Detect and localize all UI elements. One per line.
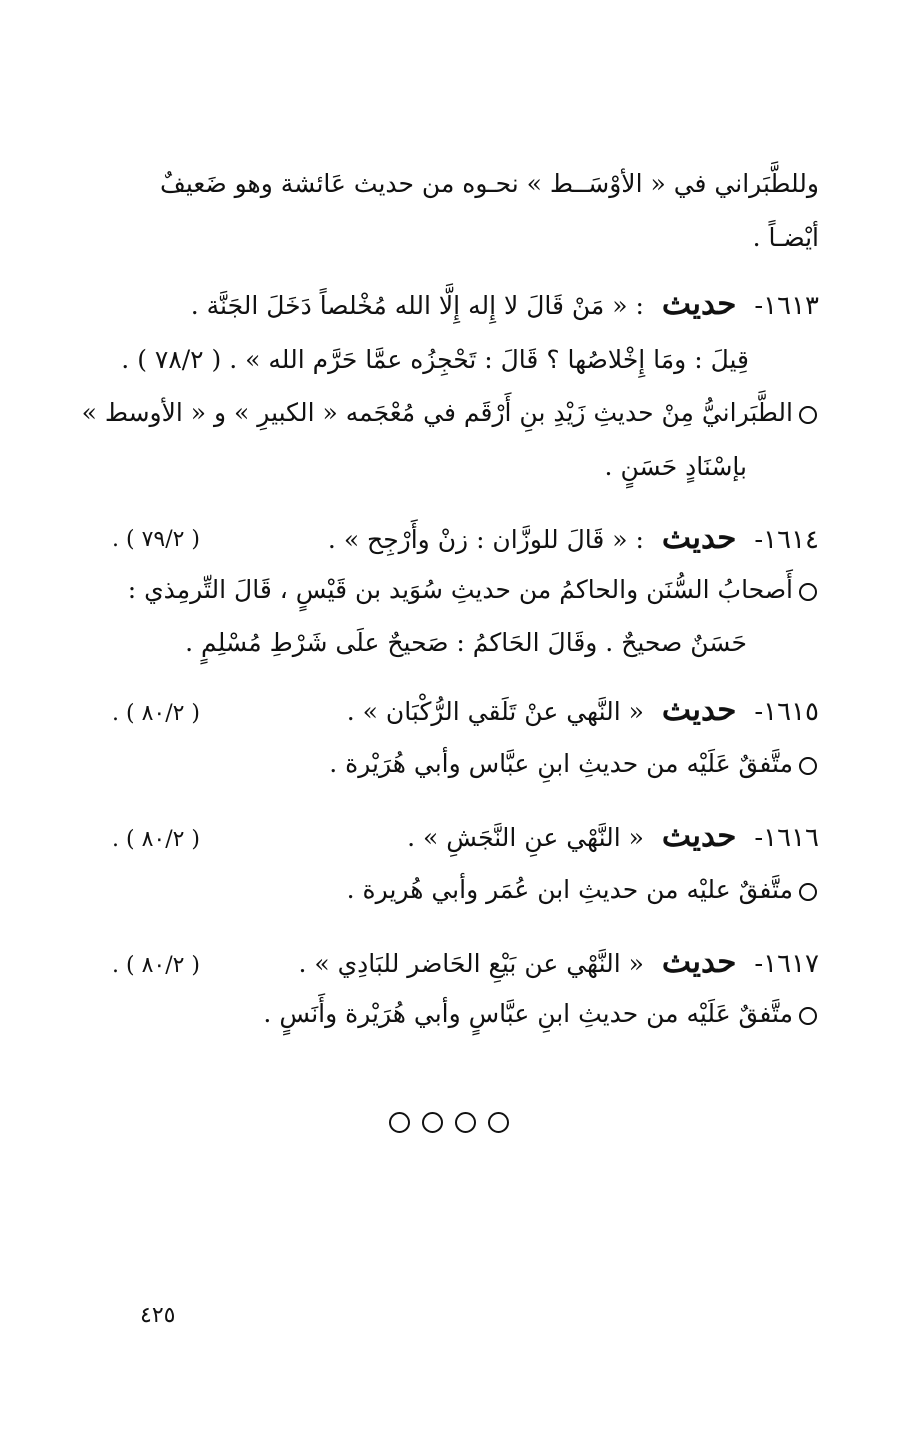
entry-1614-source-1 (128, 572, 817, 608)
entry-1616-header (407, 818, 819, 856)
entry-1614-ref: ( ٧٩/٢ ) . (112, 527, 201, 552)
source-text: متَّفقٌ عَلَيْه من حديثِ ابنِ عبَّاس وأبي هُرَيْرة . (329, 749, 793, 778)
entry-1615-header (347, 692, 819, 730)
entry-1617-ref: ( ٨٠/٢ ) . (112, 953, 201, 978)
entry-1616-ref: ( ٨٠/٢ ) . (112, 827, 201, 852)
entry-text: قِيلَ : ومَا إِخْلاصُها ؟ قَالَ : تَحْجِزُه عمَّا حَرَّم الله » . (229, 345, 749, 374)
entry-text: : « قَالَ للوزَّان : زنْ وأَرْجِح » . (327, 525, 644, 554)
entry-1616-source-1 (347, 872, 817, 908)
separator-circle-icon (488, 1112, 509, 1133)
source-text: متَّفقٌ عَلَيْه من حديثِ ابنِ عبَّاسٍ وأبي هُرَيْرة وأَنَسٍ . (263, 999, 793, 1028)
section-separator (0, 1112, 897, 1137)
entry-number: ١٦١٦- (754, 823, 819, 853)
entry-number: ١٦١٥- (754, 697, 819, 727)
circle-bullet-icon (799, 583, 817, 601)
entry-1617-header (298, 944, 819, 982)
hadith-label: حديث (661, 520, 737, 556)
entry-text: « النَّهي عنْ تَلَقي الرُّكْبَان » . (346, 697, 644, 726)
circle-bullet-icon (799, 406, 817, 424)
entry-1613-text-2 (121, 342, 749, 378)
entry-1613-source-1 (82, 395, 817, 431)
intro-line-1: وللطَّبَراني في « الأوْسَــط » نحـوه من حديث عَائشة وهو ضَعيفٌ (159, 169, 819, 198)
circle-bullet-icon (799, 757, 817, 775)
entry-number: ١٦١٤- (754, 525, 819, 555)
separator-circle-icon (455, 1112, 476, 1133)
hadith-label: حديث (661, 818, 737, 854)
page-number: ٤٢٥ (140, 1303, 176, 1328)
entry-ref: ( ٧٨/٢ ) . (121, 345, 222, 374)
entry-1614-header (328, 520, 819, 558)
circle-bullet-icon (799, 1007, 817, 1025)
entry-text: « النَّهْي عنِ النَّجَشِ » . (407, 823, 644, 852)
entry-text: « النَّهْي عن بَيْعِ الحَاضر للبَادِي » . (298, 949, 644, 978)
source-text: متَّفقٌ عليْه من حديثِ ابن عُمَر وأبي هُريرة . (346, 875, 793, 904)
entry-1613-header (191, 286, 819, 324)
hadith-label: حديث (661, 944, 737, 980)
entry-number: ١٦١٧- (754, 949, 819, 979)
hadith-label: حديث (661, 286, 737, 322)
intro-line-2: أيْضـاً . (752, 223, 819, 252)
source-text: الطَّبَرانيُّ مِنْ حديثِ زَيْدِ بنِ أَرْقَم في مُعْجَمه « الكبيرِ » و « الأوسط » (81, 398, 793, 427)
entry-1614-source-2: حَسَنٌ صحيحٌ . وقَالَ الحَاكمُ : صَحيحٌ علَى شَرْطِ مُسْلِمٍ . (185, 628, 747, 657)
entry-1615-source-1 (329, 746, 817, 782)
entry-1613-source-2: بإسْنَادٍ حَسَنٍ . (604, 452, 747, 481)
entry-number: ١٦١٣- (754, 291, 819, 321)
hadith-label: حديث (661, 692, 737, 728)
entry-text: : « مَنْ قَالَ لا إِله إِلَّا الله مُخْلصاً دَخَلَ الجَنَّة . (190, 291, 644, 320)
source-text: أَصحابُ السُّنَن والحاكمُ من حديثِ سُوَيد بن قَيْسٍ ، قَالَ التِّرمِذي : (127, 575, 793, 604)
circle-bullet-icon (799, 883, 817, 901)
entry-1615-ref: ( ٨٠/٢ ) . (112, 701, 201, 726)
separator-circle-icon (389, 1112, 410, 1133)
entry-1617-source-1 (263, 996, 817, 1032)
separator-circle-icon (422, 1112, 443, 1133)
